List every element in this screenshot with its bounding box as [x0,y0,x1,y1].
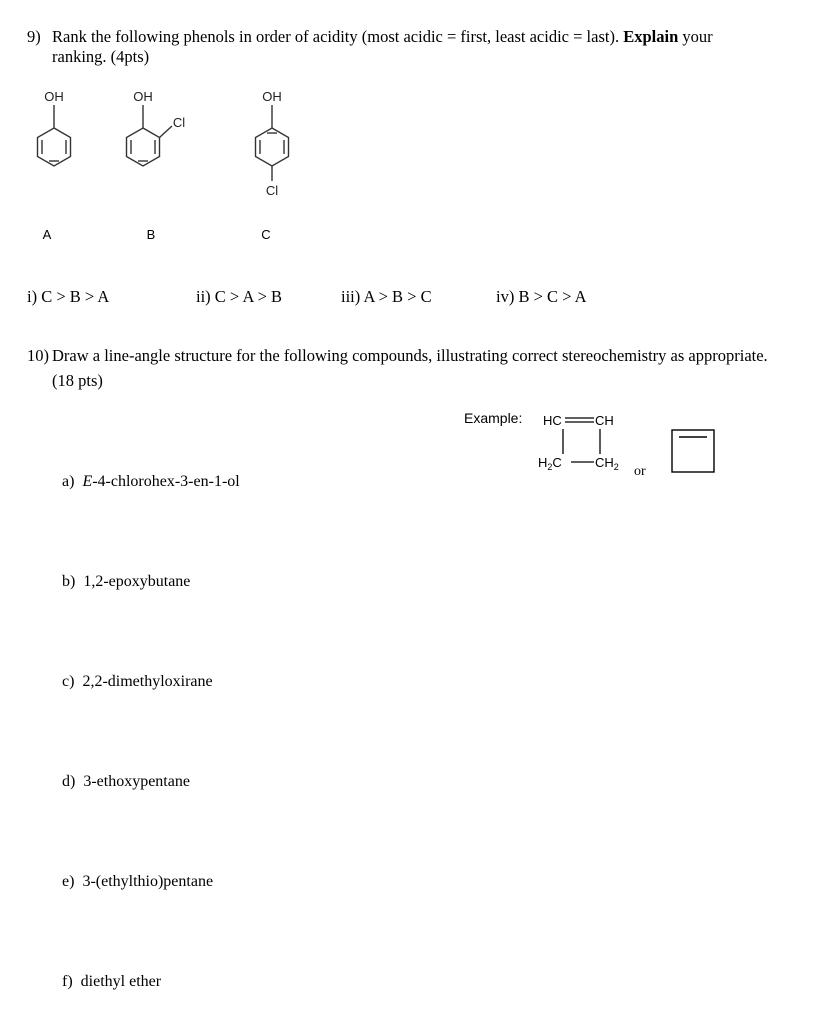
q10-number: 10) [27,346,49,365]
molecule-a-label: A [42,227,52,242]
example-ch: CH [595,413,614,428]
example-hc: HC [543,413,562,428]
part-d [62,772,190,792]
example-or: or [634,464,646,479]
q9-prompt-tail: your [682,27,713,46]
part-f-letter: f) [62,973,73,990]
molecule-b-label: B [146,227,156,242]
part-e-letter: e) [62,873,75,890]
part-e-name: 3-(ethylthio)pentane [82,873,214,890]
part-f-name: diethyl ether [80,973,162,990]
part-a-stereo: E [82,473,93,490]
q9-option-ii: ii) C > A > B [196,287,283,306]
part-c-name: 2,2-dimethyloxirane [82,673,213,690]
part-c [62,672,213,692]
part-b [62,572,190,592]
part-c-letter: c) [62,673,75,690]
molecule-c-label: C [261,227,271,242]
q9-prompt-main: Rank the following phenols in order of acidity (most acidic = first, least acidic = last). [52,27,620,46]
part-f [62,972,161,992]
molecule-b-cl: Cl [172,115,186,130]
q9-prompt-line2: ranking. (4pts) [52,47,150,66]
example-label: Example: [464,410,523,426]
molecule-b-oh: OH [133,89,153,104]
part-a [62,472,240,492]
part-a-name: -4-chlorohex-3-en-1-ol [92,473,240,490]
part-a-letter: a) [62,473,75,490]
molecule-a-oh: OH [44,89,64,104]
q9-prompt-emphasis: Explain [623,27,679,46]
part-b-name: 1,2-epoxybutane [83,573,191,590]
molecule-c-cl: Cl [265,183,279,198]
q9-option-iii: iii) A > B > C [341,287,432,306]
example-ch2: $CH_2$ [595,455,619,472]
q9-number: 9) [27,27,41,46]
molecule-c-oh: OH [262,89,282,104]
part-b-letter: b) [62,573,76,590]
part-d-name: 3-ethoxypentane [83,773,190,790]
part-d-letter: d) [62,773,76,790]
part-e [62,872,213,892]
q9-option-iv: iv) B > C > A [496,287,587,306]
example-h2c: $H_2C$ [538,455,562,472]
q10-prompt: Draw a line-angle structure for the following compounds, illustrating correct stereochemistry as appropriate. [52,346,768,365]
q10-prompt-line2: (18 pts) [52,371,103,390]
q9-option-i: i) C > B > A [27,287,110,306]
